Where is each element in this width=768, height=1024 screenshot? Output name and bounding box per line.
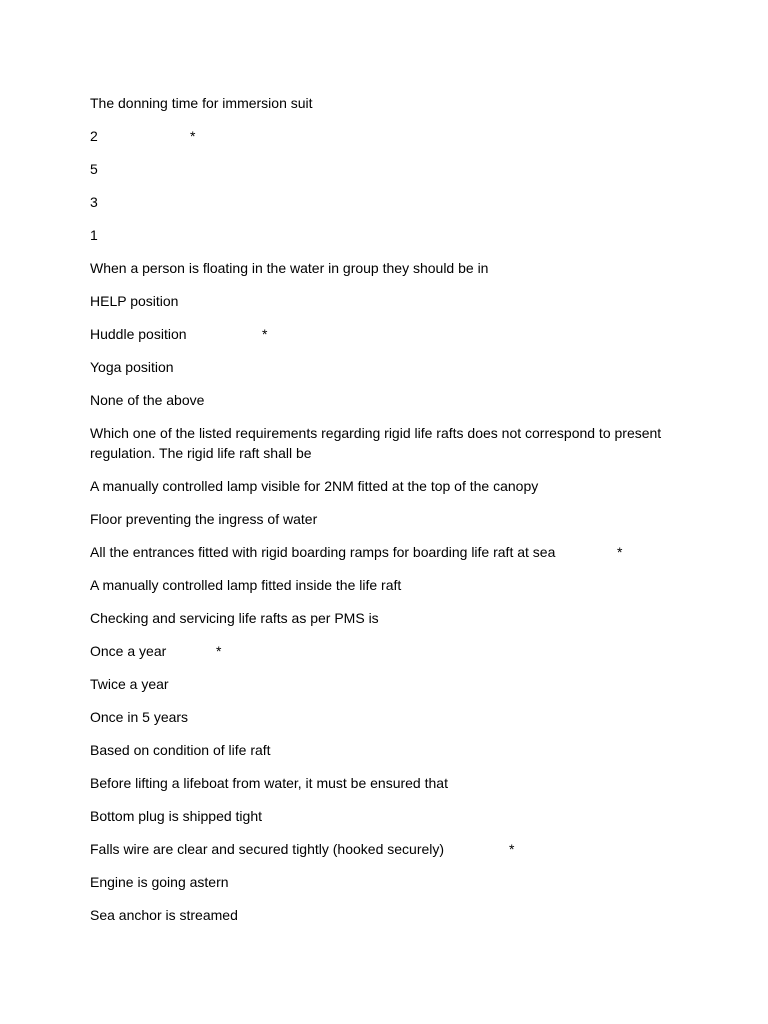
question-text: Which one of the listed requirements regarding rigid life rafts does not correspond to present regulation. The rigid life raft shall be	[90, 425, 662, 461]
answer-option: 5	[90, 161, 98, 177]
question-text: Before lifting a lifeboat from water, it must be ensured that	[90, 775, 448, 791]
correct-answer-mark: *	[190, 128, 196, 144]
question-text: Checking and servicing life rafts as per PMS is	[90, 610, 379, 626]
option-text: Once a year	[90, 643, 167, 659]
correct-answer-mark: *	[509, 841, 515, 857]
answer-option: 3	[90, 194, 98, 210]
correct-answer-mark: *	[617, 544, 623, 560]
answer-option: 1	[90, 227, 98, 243]
answer-option: Once in 5 years	[90, 709, 189, 725]
correct-answer-mark: *	[216, 643, 222, 659]
answer-option	[90, 126, 690, 146]
option-text: Huddle position	[90, 326, 187, 342]
answer-option: Engine is going astern	[90, 874, 229, 890]
option-text: Falls wire are clear and secured tightly (hooked securely)	[90, 841, 445, 857]
answer-option: Twice a year	[90, 676, 169, 692]
option-text: All the entrances fitted with rigid boarding ramps for boarding life raft at sea	[90, 544, 556, 560]
question-text: The donning time for immersion suit	[90, 95, 313, 111]
answer-option: None of the above	[90, 392, 205, 408]
answer-option: A manually controlled lamp visible for 2NM fitted at the top of the canopy	[90, 478, 539, 494]
question-text: When a person is floating in the water in group they should be in	[90, 260, 489, 276]
answer-option: HELP position	[90, 293, 179, 309]
answer-option: Based on condition of life raft	[90, 742, 271, 758]
answer-option: Bottom plug is shipped tight	[90, 808, 262, 824]
answer-option: Floor preventing the ingress of water	[90, 511, 318, 527]
answer-option	[90, 641, 690, 661]
answer-option	[90, 542, 690, 562]
answer-option	[90, 839, 690, 859]
option-text: 2	[90, 128, 98, 144]
answer-option: Sea anchor is streamed	[90, 907, 238, 923]
answer-option: A manually controlled lamp fitted inside the life raft	[90, 577, 402, 593]
answer-option	[90, 324, 690, 344]
quiz-document	[90, 93, 690, 938]
answer-option: Yoga position	[90, 359, 174, 375]
correct-answer-mark: *	[262, 326, 268, 342]
